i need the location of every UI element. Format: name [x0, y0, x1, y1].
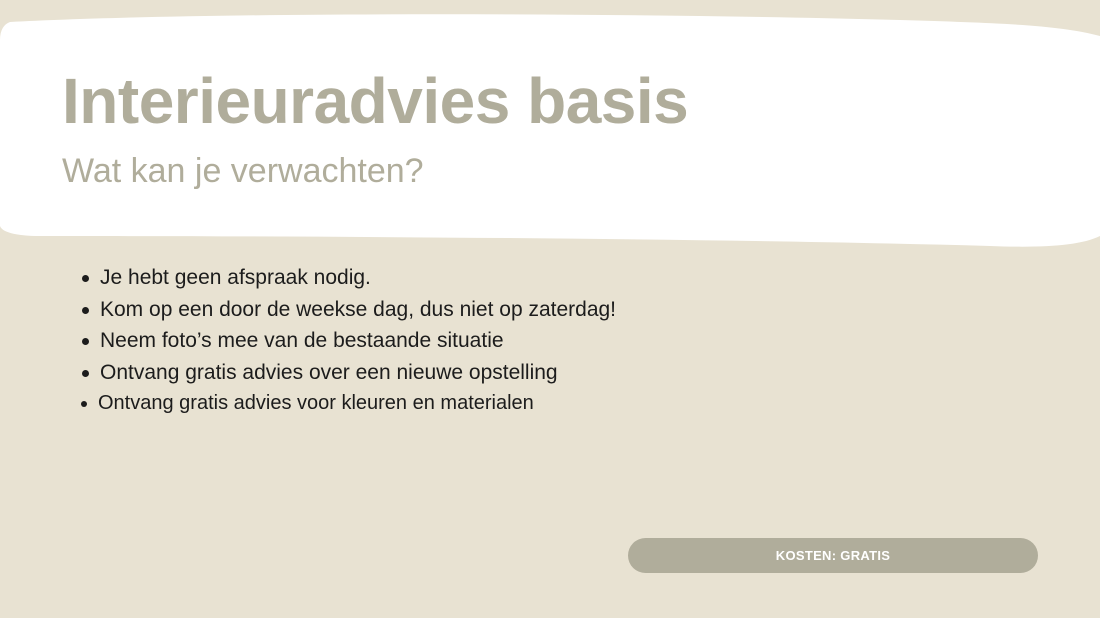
- list-item: [80, 325, 616, 357]
- list-item: [80, 262, 616, 294]
- list-item: [80, 294, 616, 326]
- page-subtitle: Wat kan je verwachten?: [62, 152, 424, 190]
- list-item-text: Kom op een door de weekse dag, dus niet op zaterdag!: [100, 297, 617, 321]
- cost-button[interactable]: KOSTEN: GRATIS: [628, 538, 1038, 573]
- bullet-dot-icon: [82, 338, 89, 345]
- page-title: Interieuradvies basis: [62, 65, 689, 137]
- list-item-text: Ontvang gratis advies over een nieuwe opstelling: [100, 360, 558, 384]
- list-item-text: Ontvang gratis advies voor kleuren en materialen: [98, 392, 534, 414]
- bullet-dot-icon: [81, 401, 87, 407]
- bullet-dot-icon: [82, 307, 89, 314]
- list-item-text: Je hebt geen afspraak nodig.: [100, 266, 371, 289]
- bullet-dot-icon: [82, 275, 89, 282]
- list-item: [80, 388, 616, 420]
- bullet-dot-icon: [82, 370, 89, 377]
- list-item: [80, 357, 616, 389]
- list-item-text: Neem foto’s mee van de bestaande situatie: [100, 329, 504, 352]
- bullet-list: [80, 262, 616, 420]
